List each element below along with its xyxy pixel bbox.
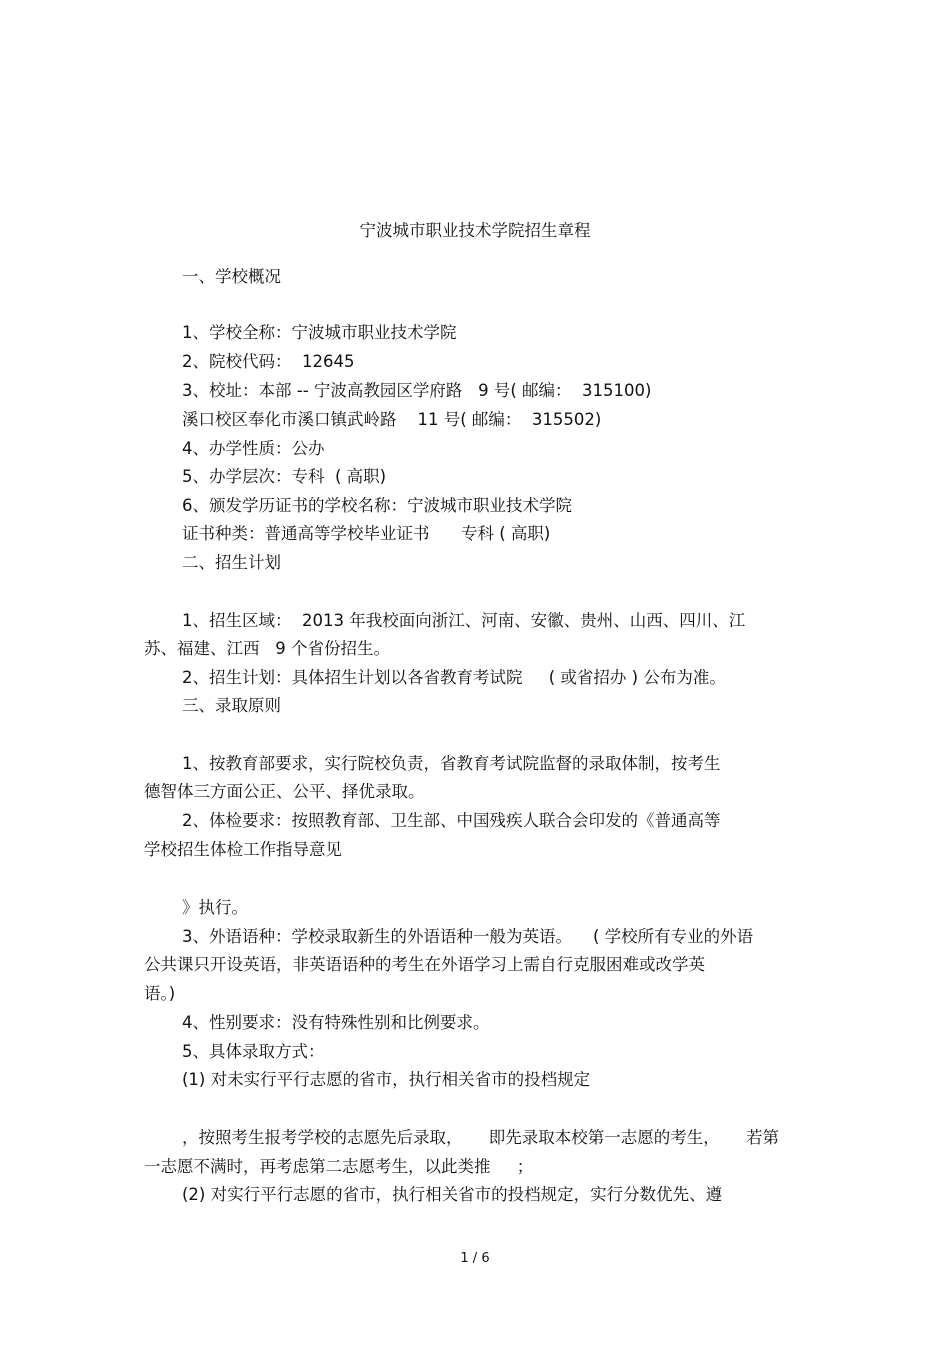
- doc-title: 宁波城市职业技术学院招生章程: [359, 221, 591, 240]
- body-line: 1、学校全称：宁波城市职业技术学院: [182, 323, 457, 342]
- body-line: 苏、福建、江西 9 个省份招生。: [144, 639, 390, 658]
- body-line: 语。): [144, 984, 176, 1003]
- body-line: 6、颁发学历证书的学校名称：宁波城市职业技术学院: [182, 496, 572, 515]
- body-line: 4、办学性质：公办: [182, 439, 325, 458]
- body-line: 4、性别要求：没有特殊性别和比例要求。: [182, 1013, 490, 1032]
- body-line: (1) 对未实行平行志愿的省市，执行相关省市的投档规定: [182, 1070, 591, 1089]
- body-line: 5、办学层次：专科 ( 高职): [182, 467, 387, 486]
- body-line: 学校招生体检工作指导意见: [144, 840, 342, 859]
- section-heading-2: 二、招生计划: [182, 553, 281, 572]
- body-line: 2、院校代码： 12645: [182, 352, 355, 371]
- body-line: 一志愿不满时，再考虑第二志愿考生，以此类推 ；: [144, 1157, 534, 1176]
- body-line: 德智体三方面公正、公平、择优录取。: [144, 782, 425, 801]
- body-line: 溪口校区奉化市溪口镇武岭路 11 号( 邮编： 315502): [182, 410, 602, 429]
- section-heading-1: 一、学校概况: [182, 267, 281, 286]
- body-line: ，按照考生报考学校的志愿先后录取， 即先录取本校第一志愿的考生， 若第: [182, 1128, 779, 1147]
- body-line: 2、招生计划：具体招生计划以各省教育考试院 ( 或省招办 ) 公布为准。: [182, 668, 726, 687]
- body-line: 1、招生区域： 2013 年我校面向浙江、河南、安徽、贵州、山西、四川、江: [182, 611, 746, 630]
- body-line: 3、外语语种：学校录取新生的外语语种一般为英语。 ( 学校所有专业的外语: [182, 927, 754, 946]
- body-line: 3、校址：本部 -- 宁波高教园区学府路 9 号( 邮编： 315100): [182, 381, 652, 400]
- body-line: 2、体检要求：按照教育部、卫生部、中国残疾人联合会印发的《普通高等: [182, 811, 721, 830]
- body-line: 公共课只开设英语，非英语语种的考生在外语学习上需自行克服困难或改学英: [144, 955, 705, 974]
- body-line: (2) 对实行平行志愿的省市，执行相关省市的投档规定，实行分数优先、遵: [182, 1185, 723, 1204]
- section-heading-3: 三、录取原则: [182, 696, 281, 715]
- body-line: 证书种类：普通高等学校毕业证书 专科 ( 高职): [182, 524, 551, 543]
- body-line: 1、按教育部要求，实行院校负责，省教育考试院监督的录取体制，按考生: [182, 754, 721, 773]
- body-line: 5、具体录取方式：: [182, 1042, 325, 1061]
- body-line: 》执行。: [182, 898, 248, 917]
- page-number: 1 / 6: [460, 1251, 490, 1266]
